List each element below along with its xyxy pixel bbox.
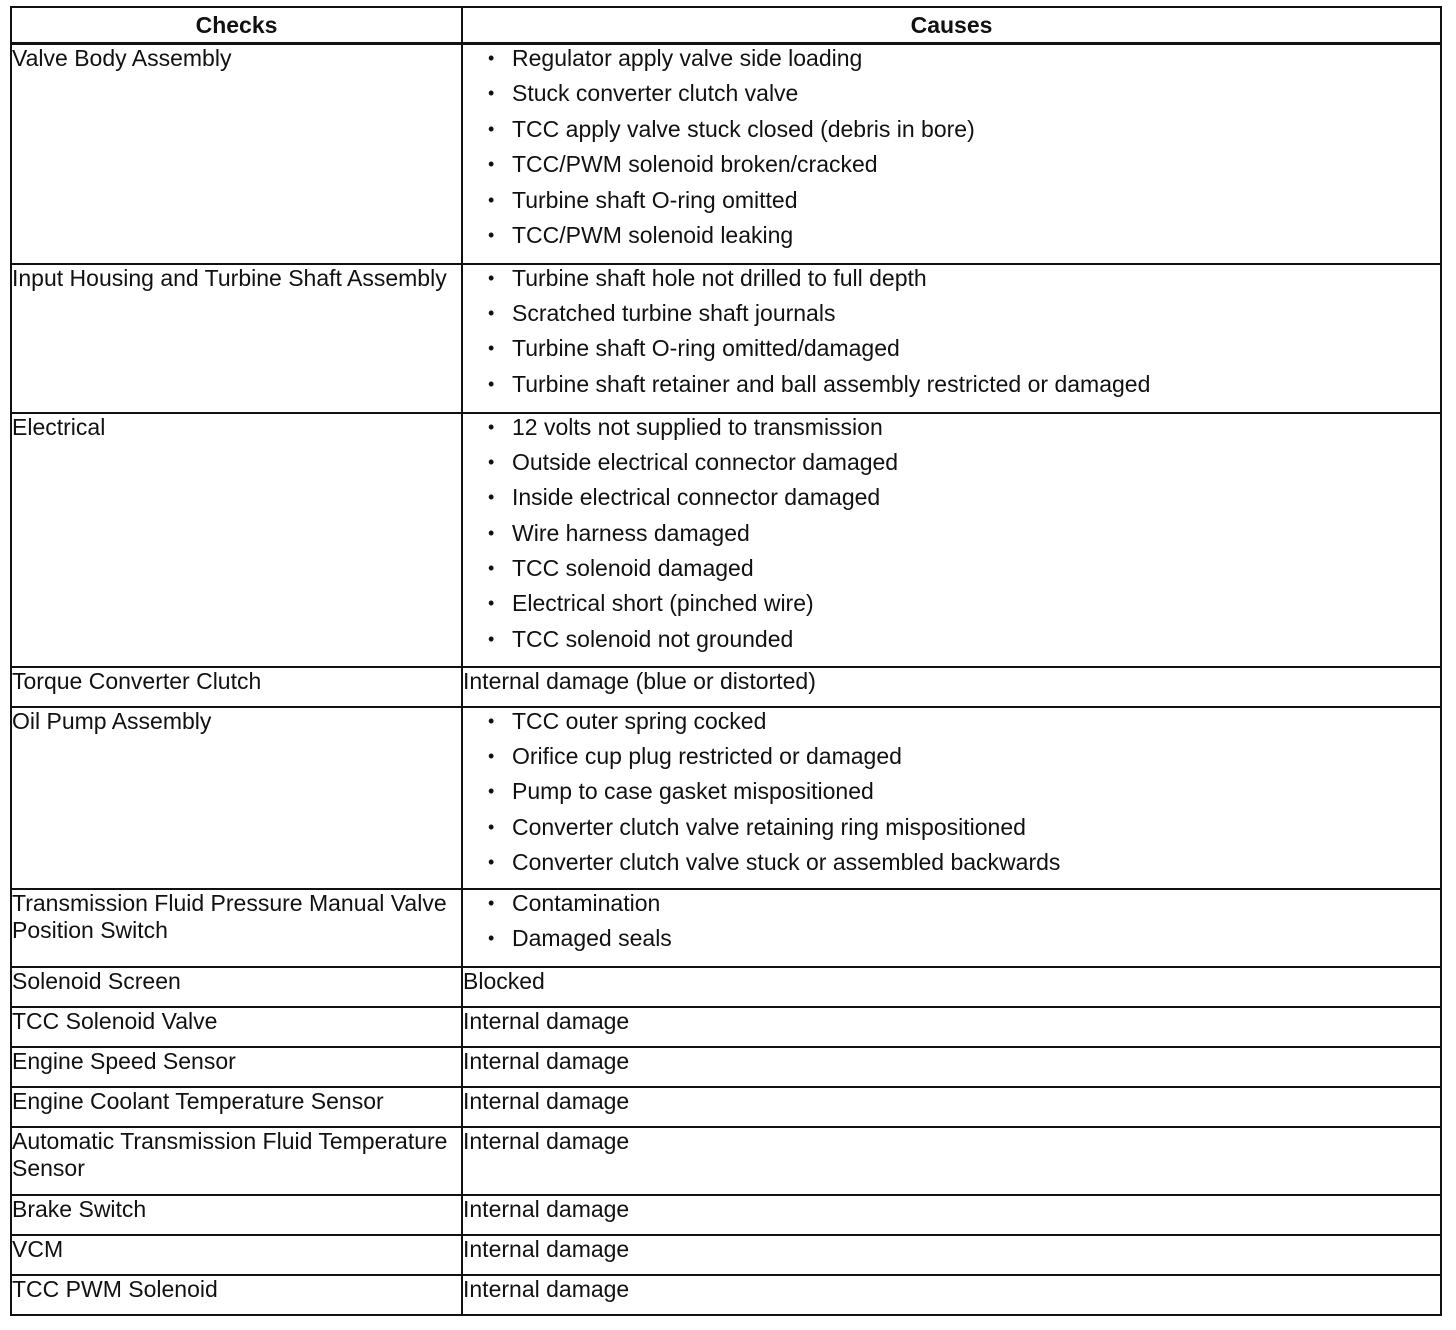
cause-list <box>463 414 1440 662</box>
bullet-icon: • <box>488 154 495 175</box>
cause-list <box>463 708 1440 885</box>
check-cell: Engine Coolant Temperature Sensor <box>11 1087 462 1127</box>
bullet-icon: • <box>488 416 495 437</box>
cause-item: • Damaged seals <box>488 924 672 951</box>
cause-item: • Converter clutch valve stuck or assembled backwards <box>488 849 1061 876</box>
causes-header: Causes <box>462 7 1441 44</box>
cause-cell: Internal damage <box>462 1275 1441 1315</box>
check-cell: TCC Solenoid Valve <box>11 1007 462 1047</box>
table-row <box>11 413 1441 667</box>
cause-item: • Pump to case gasket mispositioned <box>488 778 874 805</box>
bullet-icon: • <box>488 48 495 68</box>
table-row <box>11 1275 1441 1315</box>
bullet-icon: • <box>488 118 495 139</box>
cause-cell: Internal damage (blue or distorted) <box>462 667 1441 707</box>
cause-cell: Internal damage <box>462 1047 1441 1087</box>
bullet-icon: • <box>488 451 495 472</box>
table-row <box>11 1127 1441 1195</box>
cause-item: • Converter clutch valve retaining ring mispositioned <box>488 813 1026 840</box>
bullet-icon: • <box>488 558 495 579</box>
table-row <box>11 1007 1441 1047</box>
check-cell: Transmission Fluid Pressure Manual Valve Position Switch <box>11 889 462 967</box>
cause-item: • Contamination <box>488 889 661 916</box>
table-row <box>11 707 1441 889</box>
cause-item: • 12 volts not supplied to transmission <box>488 413 883 440</box>
causes-cell <box>462 413 1441 667</box>
check-cell: Automatic Transmission Fluid Temperature Sensor <box>11 1127 462 1195</box>
bullet-icon: • <box>488 745 495 766</box>
cause-item: • Regulator apply valve side loading <box>488 45 863 71</box>
bullet-icon: • <box>488 892 495 913</box>
cause-cell: Blocked <box>462 967 1441 1007</box>
cause-item: • Wire harness damaged <box>488 519 750 546</box>
check-cell: Electrical <box>11 413 462 667</box>
bullet-icon: • <box>488 189 495 210</box>
bullet-icon: • <box>488 628 495 649</box>
bullet-icon: • <box>488 852 495 873</box>
table-row <box>11 667 1441 707</box>
table-row <box>11 1087 1441 1127</box>
check-cell: Engine Speed Sensor <box>11 1047 462 1087</box>
cause-cell: Internal damage <box>462 1235 1441 1275</box>
bullet-icon: • <box>488 816 495 837</box>
header-row <box>11 7 1441 44</box>
causes-cell <box>462 707 1441 889</box>
table-row <box>11 889 1441 967</box>
check-cell: Valve Body Assembly <box>11 44 462 264</box>
cause-list <box>463 265 1440 407</box>
table-row <box>11 264 1441 413</box>
cause-item: • Stuck converter clutch valve <box>488 80 799 107</box>
bullet-icon: • <box>488 302 495 323</box>
checks-header: Checks <box>11 7 462 44</box>
cause-item: • Electrical short (pinched wire) <box>488 590 814 617</box>
cause-item: • Inside electrical connector damaged <box>488 484 881 511</box>
cause-cell: Internal damage <box>462 1007 1441 1047</box>
cause-item: • Turbine shaft O-ring omitted/damaged <box>488 335 900 362</box>
cause-cell: Internal damage <box>462 1087 1441 1127</box>
check-cell: Torque Converter Clutch <box>11 667 462 707</box>
bullet-icon: • <box>488 487 495 508</box>
cause-item: • Orifice cup plug restricted or damaged <box>488 742 902 769</box>
diagnosis-table <box>10 6 1442 1316</box>
bullet-icon: • <box>488 710 495 731</box>
cause-cell: Internal damage <box>462 1127 1441 1195</box>
causes-cell <box>462 264 1441 413</box>
table-row <box>11 1235 1441 1275</box>
table-row <box>11 44 1441 264</box>
cause-item: • Turbine shaft O-ring omitted <box>488 186 798 213</box>
cause-list <box>463 45 1440 257</box>
cause-item: • Turbine shaft hole not drilled to full depth <box>488 264 927 291</box>
cause-cell: Internal damage <box>462 1195 1441 1235</box>
cause-item: • TCC solenoid not grounded <box>488 625 794 652</box>
cause-item: • TCC apply valve stuck closed (debris in bore) <box>488 115 975 142</box>
bullet-icon: • <box>488 593 495 614</box>
cause-item: • Outside electrical connector damaged <box>488 448 899 475</box>
check-cell: VCM <box>11 1235 462 1275</box>
table-row <box>11 1047 1441 1087</box>
causes-cell <box>462 889 1441 967</box>
check-cell: Brake Switch <box>11 1195 462 1235</box>
cause-item: • TCC/PWM solenoid leaking <box>488 221 794 248</box>
check-cell: Solenoid Screen <box>11 967 462 1007</box>
bullet-icon: • <box>488 83 495 104</box>
cause-item: • Scratched turbine shaft journals <box>488 299 836 326</box>
table-row <box>11 1195 1441 1235</box>
bullet-icon: • <box>488 522 495 543</box>
causes-cell <box>462 44 1441 264</box>
bullet-icon: • <box>488 781 495 802</box>
check-cell: TCC PWM Solenoid <box>11 1275 462 1315</box>
bullet-icon: • <box>488 267 495 288</box>
table-row <box>11 967 1441 1007</box>
cause-item: • Turbine shaft retainer and ball assembly restricted or damaged <box>488 370 1151 397</box>
bullet-icon: • <box>488 373 495 394</box>
cause-item: • TCC/PWM solenoid broken/cracked <box>488 151 878 178</box>
cause-item: • TCC outer spring cocked <box>488 707 767 734</box>
bullet-icon: • <box>488 224 495 245</box>
cause-item: • TCC solenoid damaged <box>488 555 754 582</box>
bullet-icon: • <box>488 338 495 359</box>
check-cell: Oil Pump Assembly <box>11 707 462 889</box>
cause-list <box>463 890 1440 961</box>
check-cell: Input Housing and Turbine Shaft Assembly <box>11 264 462 413</box>
bullet-icon: • <box>488 927 495 948</box>
